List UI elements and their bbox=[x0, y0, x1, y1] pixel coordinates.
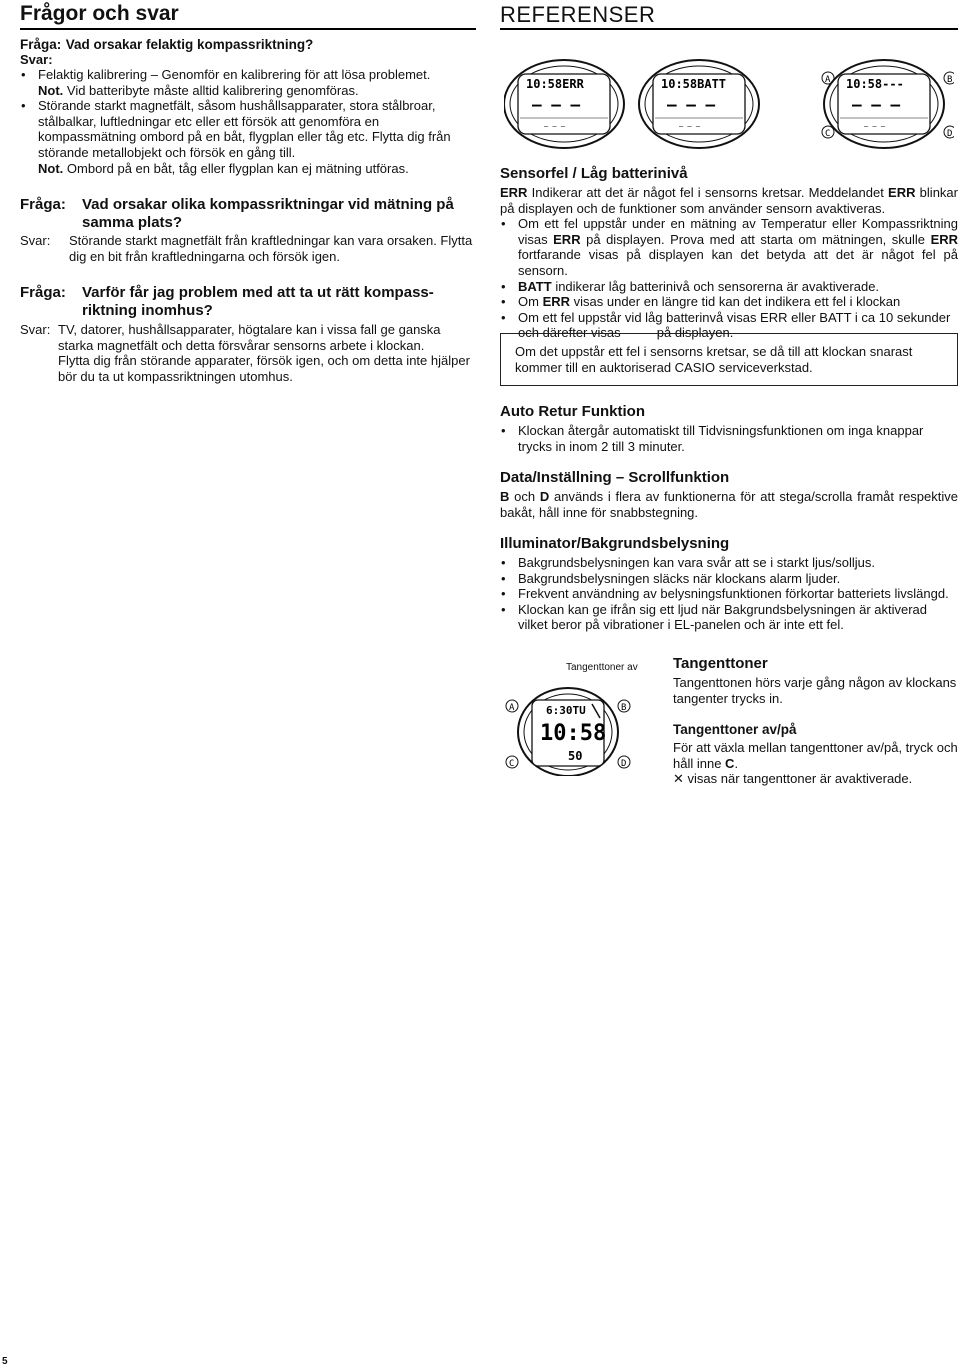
svg-text:A: A bbox=[509, 703, 515, 713]
list-item: • Om ett fel uppstår under en mätning av Temperatur eller Kompassriktning visas ERR på displayen. Prova med att starta om mätningen, skulle ERR fortfarande visas på displayen kan det betyda att det är något fel på sensorn. bbox=[500, 216, 958, 278]
display-text: 10:58--- bbox=[846, 77, 904, 91]
tones-watch bbox=[502, 676, 632, 776]
svg-text:50: 50 bbox=[568, 749, 583, 763]
list-item: • Om ett fel uppstår vid låg batterinvå visas ERR eller BATT i ca 10 sekunder och därefter visas – – – på displayen. bbox=[500, 310, 958, 341]
question-1: Fråga: Vad orsakar felaktig kompassriktning? bbox=[20, 37, 314, 52]
question-2: Fråga: Vad orsakar olika kompassriktningar vid mätning på samma plats? bbox=[20, 196, 454, 231]
list-item: • Frekvent användning av belysningsfunktionen förkortar batteriets livslängd. bbox=[500, 586, 958, 602]
section-rule bbox=[500, 28, 958, 30]
illuminator-section bbox=[500, 535, 958, 633]
tones-section: Tangenttoner Tangenttonen hörs varje gång någon av klockans tangenter trycks in. Tangenttoner av/på För att växla mellan tangenttoner av/på, tryck och håll inne C. ✕ visas när tangenttoner är avaktiverade. bbox=[673, 655, 958, 787]
scroll-text: B och D används i flera av funktionerna för att stega/scrolla framåt respektive bakåt, håll inne för snabbstegning. bbox=[500, 489, 958, 520]
list-item: • Klockan återgår automatiskt till Tidvisningsfunktionen om inga knappar trycks in inom 2 till 3 minuter. bbox=[500, 423, 958, 454]
sensor-section bbox=[500, 165, 958, 341]
answer-1-label: Svar: bbox=[20, 52, 53, 67]
page-number: 5 bbox=[2, 1356, 8, 1367]
tones-toggle-heading: Tangenttoner av/på bbox=[673, 722, 797, 738]
sensor-heading: Sensorfel / Låg batterinivå bbox=[500, 165, 688, 182]
svg-text:– – –: – – – bbox=[864, 122, 886, 130]
question-3: Fråga: Varför får jag problem med att ta ut rätt kompass-riktning inomhus? bbox=[20, 284, 434, 319]
svg-text:– – –: – – – bbox=[667, 95, 716, 114]
list-item: • Bakgrundsbelysningen släcks när klockans alarm ljuder. bbox=[500, 571, 958, 587]
svg-text:D: D bbox=[621, 759, 627, 769]
svg-text:– – –: – – – bbox=[679, 122, 701, 130]
display-text: 10:58ERR bbox=[526, 77, 584, 91]
svg-text:D: D bbox=[947, 129, 953, 139]
list-item: • Bakgrundsbelysningen kan vara svår att se i starkt ljus/solljus. bbox=[500, 555, 958, 571]
svg-text:10:58: 10:58 bbox=[540, 721, 607, 746]
page-title: Frågor och svar bbox=[20, 2, 179, 25]
title-rule bbox=[20, 28, 476, 30]
svg-text:C: C bbox=[825, 129, 831, 139]
svg-text:A: A bbox=[825, 75, 831, 85]
svg-text:– – –: – – – bbox=[544, 122, 566, 130]
tones-heading: Tangenttoner bbox=[673, 655, 768, 672]
svg-text:– – –: – – – bbox=[852, 95, 901, 114]
section-title: REFERENSER bbox=[500, 2, 656, 27]
svg-text:6:30TU: 6:30TU bbox=[546, 704, 586, 717]
service-notice-box: Om det uppstår ett fel i sensorns kretsar, se då till att klockan snarast kommer till en auktoriserad CASIO serviceverkstad. bbox=[500, 333, 958, 386]
list-item: • Felaktig kalibrering – Genomför en kalibrering för att lösa problemet. bbox=[20, 67, 476, 83]
note-2: Not. Ombord på en båt, tåg eller flygplan kan ej mätning utföras. bbox=[38, 160, 409, 176]
list-item: • Om ERR visas under en längre tid kan det indikera ett fel i klockan bbox=[500, 294, 958, 310]
sensor-intro: ERR Indikerar att det är något fel i sensorns kretsar. Meddelandet ERR blinkar på displayen och de funktioner som använder sensorn avaktiveras. bbox=[500, 185, 958, 216]
illuminator-heading: Illuminator/Bakgrundsbelysning bbox=[500, 535, 730, 552]
auto-return-section bbox=[500, 403, 958, 454]
answer-3: Svar: TV, datorer, hushållsapparater, högtalare kan i vissa fall ge ganska starka magnetfält och detta försvårar sensorns arbete i klockan. Flytta dig från störande apparater, försök igen, och om detta inte hjälper bör du ta ut kompassriktningen utomhus. bbox=[20, 322, 470, 384]
mute-icon: ✕ bbox=[673, 771, 684, 787]
scroll-heading: Data/Inställning – Scrollfunktion bbox=[500, 469, 730, 486]
answer-1-list bbox=[20, 67, 476, 176]
svg-text:B: B bbox=[947, 75, 953, 85]
watch-err bbox=[504, 60, 624, 148]
note-1: Not. Vid batteribyte måste alltid kalibrering genomföras. bbox=[38, 82, 359, 98]
tones-off-text: ✕ visas när tangenttoner är avaktiverade. bbox=[673, 771, 913, 787]
list-item: • BATT indikerar låg batterinivå och sensorerna är avaktiverade. bbox=[500, 279, 958, 295]
list-item: • Klockan kan ge ifrån sig ett ljud när Bakgrundsbelysningen är aktiverad vilket beror på vibrationer i EL-panelen och är inte ett fel. bbox=[500, 602, 958, 633]
display-text: 10:58BATT bbox=[661, 77, 727, 91]
svg-text:B: B bbox=[621, 703, 627, 713]
watch-batt bbox=[639, 60, 759, 148]
tones-toggle-text: För att växla mellan tangenttoner av/på, tryck och håll inne C. bbox=[673, 740, 958, 771]
illuminator-list bbox=[500, 555, 958, 633]
auto-return-heading: Auto Retur Funktion bbox=[500, 403, 645, 420]
svg-text:– – –: – – – bbox=[532, 95, 581, 114]
answer-2: Svar: Störande starkt magnetfält från kraftledningar kan vara orsaken. Flytta dig en bit från kraftledningarna och försök igen. bbox=[20, 233, 473, 264]
watch-dashes bbox=[822, 60, 954, 148]
svg-text:C: C bbox=[509, 759, 515, 769]
tones-caption: Tangenttoner av bbox=[566, 662, 638, 673]
watch-illustrations bbox=[504, 58, 954, 150]
scroll-section bbox=[500, 469, 958, 520]
list-item: • Störande starkt magnetfält, såsom hushållsapparater, stora stålbroar, stålbalkar, luftledningar etc eller ett försök att genomföra en kompassmätning ombord på en båt, flygplan eller tåg etc. Flytta dig från störande metallobjekt och försök en gång till. bbox=[20, 98, 476, 160]
sensor-list bbox=[500, 216, 958, 341]
